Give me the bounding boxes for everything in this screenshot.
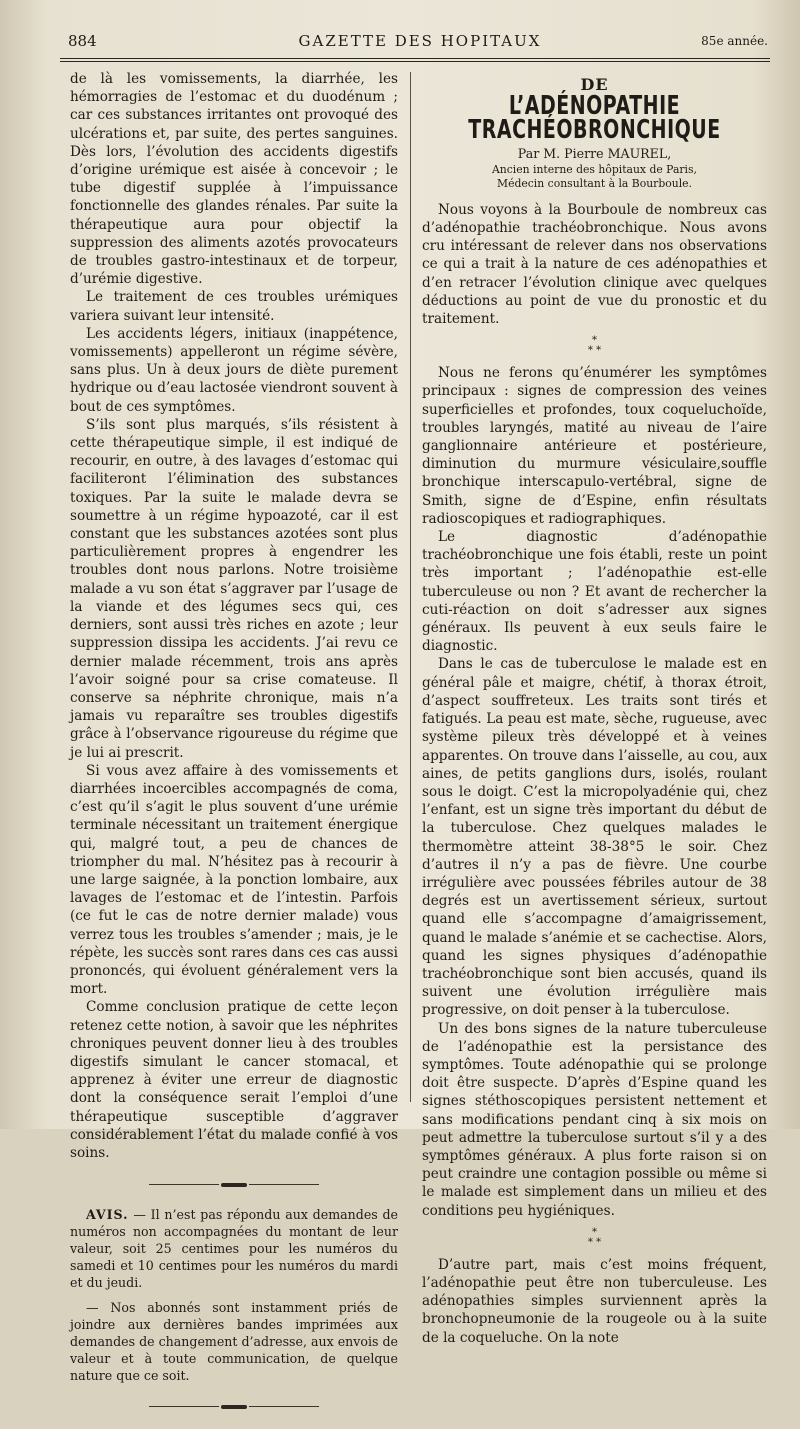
- asterism: * * *: [587, 335, 602, 357]
- article-title: L’ADÉNOPATHIE TRACHÉOBRONCHIQUE: [468, 91, 721, 146]
- author-affiliation-2: Médecin consultant à la Bourboule.: [497, 176, 692, 190]
- paragraph: Si vous avez affaire à des vomissements et diarrhées incoercibles accompagnés de coma, c’est qu’il s’agit le plus souvent d’une urémie terminale nécessitant un traitement énergique qui, malgré tout, a peu de chances de triompher du mal. N’hésitez pas à recourir à une large saignée, à la ponction lombaire, aux lavages de l’estomac et de l’intestin. Parfois (ce fut le cas de notre dernier malade) vous verrez tous les troubles s’amender ; mais, je le répète, les succès sont rares dans ces cas aussi prononcés, qui évoluent généralement vers la mort.: [70, 762, 398, 998]
- left-column: [70, 70, 398, 1429]
- paragraph: Les accidents légers, initiaux (inappétence, vomissements) appelleront un régime sévère, sans plus. Un à deux jours de diète purement hydrique ou d’eau lactosée viendront souvent à bout de ces symptômes.: [70, 325, 398, 415]
- paragraph: Dans le cas de tuberculose le malade est en général pâle et maigre, chétif, à thorax étroit, d’aspect souffreteux. Les traits sont tirés et fatigués. La peau est mate, sèche, rugueuse, avec système pileux très développé et à veines apparentes. On trouve dans l’aisselle, au cou, aux aines, de petits ganglions durs, isolés, roulant sous le doigt. C’est la micropolyadénie qui, chez l’enfant, est un signe très important du début de la tuberculose. Chez quelques malades le thermomètre atteint 38-38°5 le soir. Chez d’autres il n’y a pas de fièvre. Une courbe irrégulière avec poussées fébriles autour de 38 degrés est un avertissement sérieux, surtout quand elle s’accompagne d’amaigrissement, quand le malade s’anémie et se cachectise. Alors, quand les signes physiques d’adénopathie trachéobronchique sont bien accusés, quand ils suivent une évolution irrégulière mais progressive, on doit penser à la tuberculose.: [422, 656, 767, 1019]
- paragraph: Le traitement de ces troubles urémiques variera suivant leur intensité.: [70, 289, 398, 324]
- article-preposition: DE: [580, 75, 609, 94]
- journal-title: GAZETTE DES HOPITAUX: [298, 32, 542, 50]
- page-header: [60, 30, 780, 54]
- right-column: [422, 70, 767, 1347]
- notice-text-2: — Nos abonnés sont instamment priés de joindre aux dernières bandes imprimées aux demandes de changement d’adresse, aux envois de valeur et à toute communication, de quelque nature que ce soit.: [70, 1300, 398, 1384]
- paragraph: Le diagnostic d’adénopathie trachéobronchique une fois établi, reste un point très important ; l’adénopathie est-elle tuberculeuse ou non ? Et avant de rechercher la cuti-réaction on doit s’adresser aux signes généraux. Ils peuvent à eux seuls faire le diagnostic.: [422, 529, 767, 655]
- paragraph: Comme conclusion pratique de cette leçon retenez cette notion, à savoir que les néphrites chroniques peuvent donner lieu à des troubles digestifs simulant le cancer stomacal, et apprenez à éviter une erreur de diagnostic dont la conséquence serait l’emploi d’une thérapeutique susceptible d’aggraver considérablement l’état du malade confié à vos soins.: [70, 999, 398, 1161]
- paragraph: D’autre part, mais c’est moins fréquent, l’adénopathie peut être non tuberculeuse. Les adénopathies simples surviennent après la bronchopneumonie de la rougeole ou à la suite de la coqueluche. On la note: [422, 1256, 767, 1346]
- section-divider-ornament-end: [70, 1398, 398, 1416]
- page-number: 884: [68, 32, 97, 50]
- section-divider-ornament: [70, 1176, 398, 1194]
- paragraph: Nous ne ferons qu’énumérer les symptômes principaux : signes de compression des veines superficielles et profondes, toux coqueluchoïde, troubles laryngés, matité au niveau de l’aire ganglionnaire antérieure et postérieure, diminution du murmure vésiculaire,souffle bronchique interscapulo-vertébral, signe de Smith, signe de d’Espine, enfin résultats radioscopiques et radiographiques.: [422, 365, 767, 527]
- header-rule-double: [60, 61, 770, 62]
- paragraph: Un des bons signes de la nature tuberculeuse de l’adénopathie est la persistance des symptômes. Toute adénopathie qui se prolonge doit être suspecte. D’après d’Espine quand les signes stéthoscopiques persistent nettement et sans modifications pendant cinq à six mois on peut admettre la tuberculose surtout s’il y a des symptômes généraux. A plus forte raison si on peut craindre une contagion possible ou même si le malade est simplement dans un milieu et des conditions peu hygiéniques.: [422, 1020, 767, 1219]
- author-affiliation-1: Ancien interne des hôpitaux de Paris,: [492, 162, 697, 176]
- notice-block: [70, 1206, 398, 1384]
- header-rule: [60, 58, 770, 59]
- article-byline: Par M. Pierre MAUREL,: [517, 145, 672, 161]
- notice-text: — Il n’est pas répondu aux demandes de numéros non accompagnées du montant de leur valeur, soit 25 centimes pour les numéros du samedi et 10 centimes pour les numéros du mardi et du jeudi.: [70, 1207, 398, 1291]
- paragraph: S’ils sont plus marqués, s’ils résistent à cette thérapeutique simple, il est indiqué de recourir, en outre, à des lavages d’estomac qui faciliteront l’élimination des substances toxiques. Par la suite le malade devra se soumettre à un régime hypoazoté, car il est constant que les substances azotées sont plus particulièrement propres à engendrer les troubles dont nous parlons. Notre troisième malade a vu son état s’aggraver par l’usage de la viande et des légumes secs qui, ces derniers, sont aussi très riches en azote ; leur suppression dissipa les accidents. J’ai revu ce dernier malade récemment, trois ans après l’avoir soigné pour sa crise comateuse. Il conserve sa néphrite chronique, mais n’a jamais vu reparaître ses troubles digestifs grâce à l’observance rigoureuse du régime que je lui ai prescrit.: [70, 416, 398, 761]
- paragraph: Nous voyons à la Bourboule de nombreux cas d’adénopathie trachéobronchique. Nous avons cru intéressant de relever dans nos observations ce qui a trait à la nature de ces adénopathies et d’en retracer l’évolution clinique avec quelques déductions au point de vue du pronostic et du traitement.: [422, 201, 767, 328]
- year-label: 85e année.: [701, 34, 768, 48]
- asterism-2: * * *: [587, 1226, 602, 1248]
- column-divider: [410, 72, 411, 1102]
- notice-label: AVIS.: [86, 1207, 129, 1223]
- paragraph: de là les vomissements, la diarrhée, les hémorragies de l’estomac et du duodénum ; car ces substances irritantes ont provoqué des ulcérations et, par suite, des pertes sanguines. Dès lors, l’évolution des accidents digestifs d’origine urémique est aisée à concevoir ; le tube digestif supplée à l’impuissance fonctionnelle des glandes rénales. Par suite la thérapeutique aura pour objectif la suppression des aliments azotés provocateurs de troubles gastro-intestinaux et de torpeur, d’urémie digestive.: [70, 71, 398, 288]
